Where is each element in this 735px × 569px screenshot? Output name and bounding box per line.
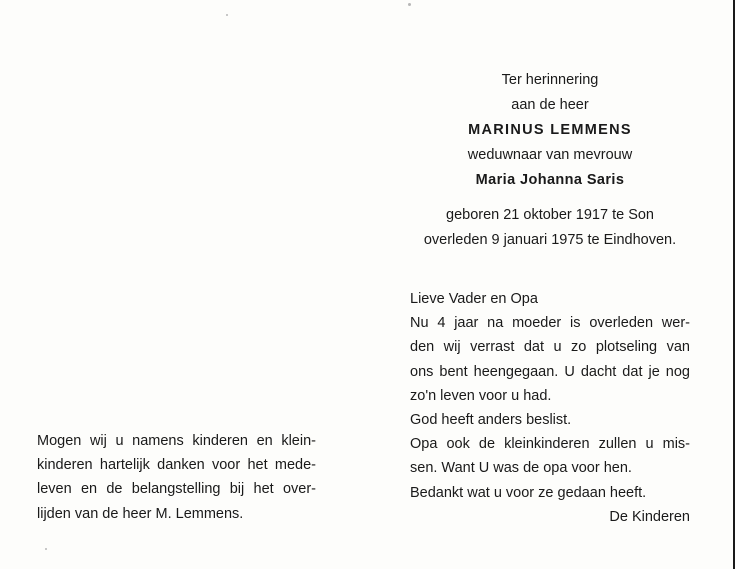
poem-line: Lieve Vader en Opa (410, 291, 538, 307)
header-gap (400, 193, 700, 203)
wife-name: Maria Johanna Saris (475, 172, 625, 188)
poem-signature: De Kinderen (609, 508, 690, 525)
poem-line: Bedankt wat u voor ze gedaan heeft. (410, 484, 647, 501)
poem-line: sen. Want U was de opa voor hen. (410, 460, 632, 477)
widower-of: weduwnaar van mevrouw (467, 147, 633, 163)
header-salutation: aan de heer (511, 97, 589, 113)
thanks-line: leven en de belangstelling bij het over- (37, 481, 316, 498)
paper-speck (45, 548, 47, 550)
paper-speck (226, 14, 228, 16)
thanks-line: lijden van de heer M. Lemmens. (37, 505, 244, 522)
poem-line: zo'n leven voor u had. (410, 387, 552, 404)
birth-line: geboren 21 oktober 1917 te Son (446, 207, 654, 223)
poem-line: God heeft anders beslist. (410, 411, 572, 428)
farewell-message (410, 287, 690, 529)
poem-line: ons bent heengegaan. U dacht dat je nog (410, 363, 690, 380)
thanks-line: kinderen hartelijk danken voor het mede- (37, 457, 316, 474)
death-line: overleden 9 januari 1975 te Eindhoven. (423, 232, 677, 248)
card-header (400, 68, 700, 253)
poem-line: Nu 4 jaar na moeder is overleden wer- (410, 315, 690, 332)
thank-you-note (37, 429, 316, 526)
deceased-name: MARINUS LEMMENS (468, 122, 632, 138)
thanks-line: Mogen wij u namens kinderen en klein- (37, 433, 316, 449)
header-remembrance: Ter herinnering (501, 72, 599, 88)
poem-line: Opa ook de kleinkinderen zullen u mis- (410, 436, 690, 453)
poem-line: den wij verrast dat u zo plotseling van (410, 339, 690, 356)
paper-speck (408, 3, 411, 6)
